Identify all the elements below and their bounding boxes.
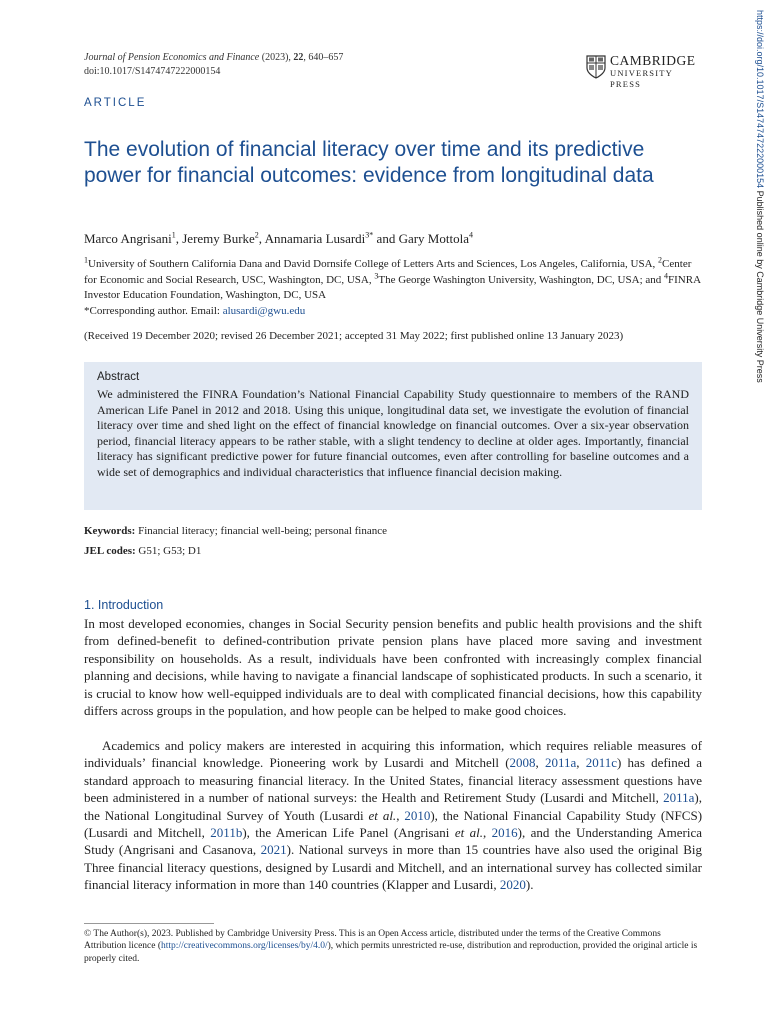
publisher-press: UNIVERSITY PRESS bbox=[610, 68, 673, 89]
abstract-heading: Abstract bbox=[97, 371, 140, 383]
author-list: Marco Angrisani$^1$, Jeremy Burke$^2$, Annamaria Lusardi$^{3*}$ and Gary Mottola$^4$ bbox=[84, 230, 473, 246]
abstract-text: We administered the FINRA Foundation’s National Financial Capability Study questionnaire to members of the RAND American Life Panel in 2012 and 2018. Using this unique, longitudinal data set, we investigate the evolution of financial literacy over time and shed light on the effect of financial knowledge on financial outcomes. Over a six-year observation period, financial literacy appears to be rather stable, with a slight tendency to decline at older ages. Importantly, financial literacy has significant predictive power for future financial outcomes, even after controlling for baseline outcomes and a wide set of demographics and individual characteristics that influence financial decision making. bbox=[97, 387, 689, 479]
doi-text: doi:10.1017/S1474747222000154 bbox=[84, 66, 221, 77]
cambridge-shield-icon bbox=[586, 55, 606, 79]
citation-link[interactable]: 2011c bbox=[585, 755, 618, 771]
citation-link[interactable]: 2011a bbox=[544, 755, 577, 771]
footer-divider bbox=[84, 923, 214, 924]
paragraph-2: Academics and policy makers are interested in acquiring this information, which requires reliable measures of individuals’ financial knowledge. Pioneering work by Lusardi and Mitchell (2008, 2011a, 2011c) has defined a standard approach to measuring financial literacy. In the United States, financial literacy assessment questions have been administered in a number of national surveys: the Health and Retirement Study (Lusardi and Mitchell, 2011a), the National Longitudinal Survey of Youth (Lusardi et al., 2010), the National Financial Capability Study (NFCS) (Lusardi and Mitchell, 2011b), the American Life Panel (Angrisani et al., 2016), and the Understanding America Study (Angrisani and Casanova, 2021). National surveys in more than 15 countries have also used the original Big Three financial literacy questions, designed by Lusardi and Mitchell, and an international survey has collected similar financial literacy information in more than 140 countries (Klapper and Lusardi, 2020). bbox=[84, 738, 703, 893]
publisher-name: CAMBRIDGE bbox=[610, 53, 696, 68]
article-title: The evolution of financial literacy over time and its predictive power for financial outcomes: evidence from longitudinal data bbox=[84, 138, 654, 187]
publication-history: (Received 19 December 2020; revised 26 December 2021; accepted 31 May 2022; first published online 13 January 2023) bbox=[84, 330, 624, 342]
citation-link[interactable]: 2021 bbox=[260, 842, 287, 858]
citation-link[interactable]: 2016 bbox=[491, 825, 518, 841]
affiliations: $^1$University of Southern California Dana and David Dornsife College of Letters Arts and Sciences, Los Angeles, California, USA, $^2$Center for Economic and Social Research, USC, Washington, DC, USA, $^3$The George Washington University, Washington, DC, USA; and $^4$FINRA Investor Education Foundation, Washington, DC, USA *Corresponding author. Email: alusardi@gwu.edu bbox=[84, 255, 701, 317]
section-heading-introduction: 1. Introduction bbox=[84, 598, 164, 612]
citation-link[interactable]: 2008 bbox=[509, 755, 536, 771]
sidebar-doi: https://doi.org/10.1017/S1474747222000154 Published online by Cambridge University Press bbox=[755, 10, 765, 383]
abstract-box bbox=[84, 362, 702, 510]
license-link[interactable]: http://creativecommons.org/licenses/by/4.0/ bbox=[161, 941, 328, 952]
citation-link[interactable]: 2020 bbox=[499, 877, 526, 893]
paragraph-1: In most developed economies, changes in Social Security pension benefits and public health provisions and the shift from defined-benefit to defined-contribution private pension plans have placed more saving and investment responsibility on households. As a result, individuals have been confronted with increasingly complex financial planning and decisions, while having to navigate a financial landscape of sophisticated products. In such a scenario, it is crucial to know how well-equipped individuals are to deal with complicated financial decisions, how this capability differs across groups in the population, and how people can be helped to make good choices. bbox=[84, 616, 702, 719]
email-link[interactable]: alusardi@gwu.edu bbox=[222, 304, 306, 317]
keywords: Keywords: Financial literacy; financial well-being; personal finance bbox=[84, 525, 388, 537]
jel-codes: JEL codes: G51; G53; D1 bbox=[84, 545, 202, 557]
citation-link[interactable]: 2011b bbox=[210, 825, 243, 841]
doi-link[interactable]: https://doi.org/10.1017/S1474747222000154 bbox=[755, 10, 765, 189]
article-type-label: ARTICLE bbox=[84, 97, 147, 109]
corresponding-author: *Corresponding author. Email: bbox=[84, 304, 223, 317]
license-notice: © The Author(s), 2023. Published by Cambridge University Press. This is an Open Access article, distributed under the terms of the Creative Commons Attribution licence (http://creativecommons.org/licenses/by/4.0/), which permits unrestricted re-use, distribution and reproduction, provided the original article is properly cited. bbox=[84, 929, 698, 964]
publisher-logo bbox=[586, 53, 706, 89]
journal-citation: Journal of Pension Economics and Finance (2023), 22, 640–657 doi:10.1017/S1474747222000154 bbox=[84, 52, 344, 77]
citation-link[interactable]: 2011a bbox=[663, 790, 695, 806]
citation-link[interactable]: 2010 bbox=[404, 807, 431, 823]
